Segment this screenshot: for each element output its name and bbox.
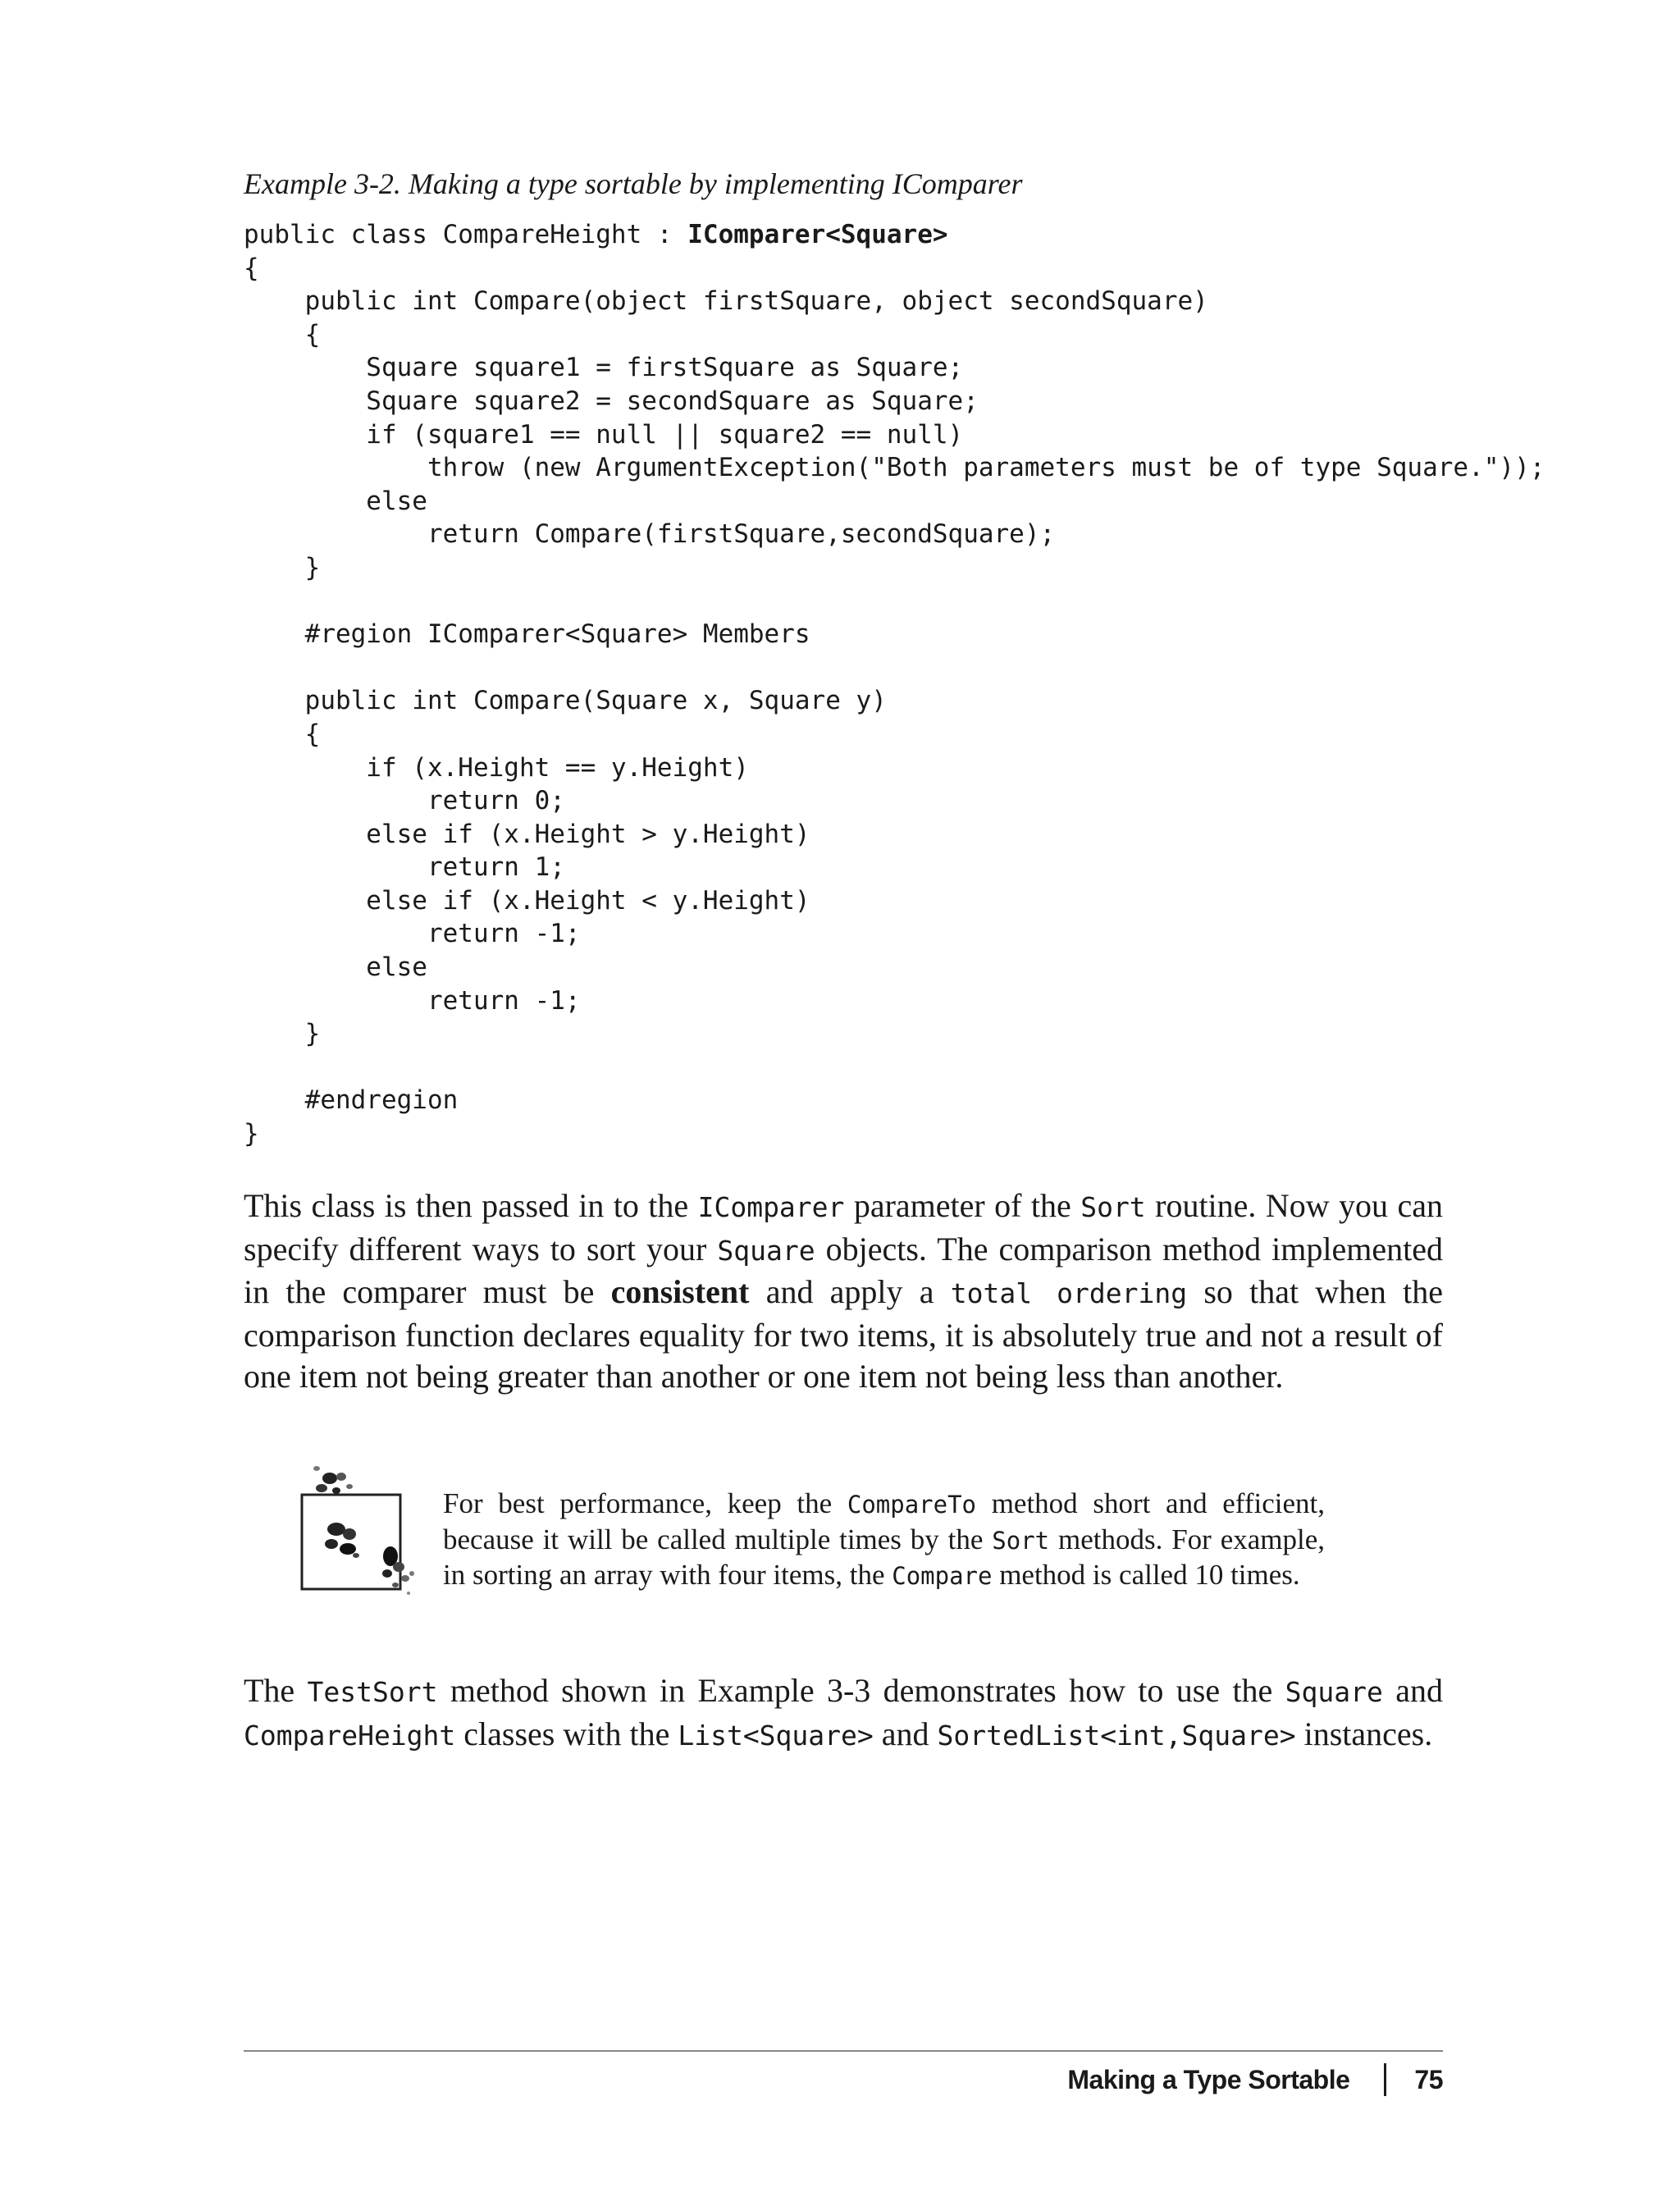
inline-code: Square <box>717 1234 815 1267</box>
code-line: } <box>244 1119 259 1149</box>
example-caption: Example 3-2. Making a type sortable by implementing IComparer <box>244 167 1023 200</box>
inline-code: IComparer <box>697 1191 845 1223</box>
code-line: { <box>244 253 259 283</box>
inline-code: CompareTo <box>847 1491 976 1519</box>
code-line: #region IComparer<Square> Members <box>244 619 810 650</box>
footer-section-title: Making a Type Sortable <box>1067 2064 1350 2094</box>
inline-code: CompareHeight <box>244 1719 456 1752</box>
inline-code: List<Square> <box>678 1719 874 1752</box>
code-line: else if (x.Height < y.Height) <box>244 885 810 916</box>
code-line <box>244 1051 1441 1085</box>
tip-note: For best performance, keep the CompareTo method short and efficient, because it will be called multiple times by the Sort methods. For example, in sorting an array with four items, the Compare method is called 10 times. <box>443 1487 1325 1592</box>
code-line: throw (new ArgumentException("Both parameters must be of type Square.")); <box>244 453 1545 483</box>
code-line: public int Compare(Square x, Square y) <box>244 686 887 716</box>
code-line: if (x.Height == y.Height) <box>244 752 749 783</box>
inline-code: total ordering <box>950 1277 1188 1310</box>
body-paragraph: The TestSort method shown in Example 3-3 demonstrates how to use the Square and CompareHeight classes with the List<Square> and SortedList<int,Square> instances. <box>244 1672 1443 1752</box>
inline-code: Square <box>1285 1676 1383 1708</box>
code-line: Square square1 = firstSquare as Square; <box>244 353 964 383</box>
code-line: return 1; <box>244 852 565 883</box>
code-line: if (square1 == null || square2 == null) <box>244 419 964 450</box>
code-line: #endregion <box>244 1085 459 1116</box>
code-line: } <box>244 1019 321 1049</box>
bold-term: consistent <box>610 1273 750 1311</box>
inline-code: SortedList<int,Square> <box>937 1719 1296 1752</box>
code-line: public class CompareHeight : IComparer<Square> <box>244 220 948 249</box>
inline-code: TestSort <box>307 1676 438 1708</box>
inline-code: Sort <box>1080 1191 1146 1223</box>
raccoon-tip-icon <box>299 1454 422 1601</box>
footer-separator <box>1384 2063 1386 2096</box>
code-line: } <box>244 552 321 582</box>
code-line: return -1; <box>244 919 581 949</box>
code-line: public int Compare(object firstSquare, object secondSquare) <box>244 286 1208 317</box>
code-line: return -1; <box>244 985 581 1016</box>
running-footer <box>1067 2059 1443 2100</box>
code-line <box>244 585 1441 619</box>
code-listing <box>244 218 1545 1151</box>
code-line: else <box>244 486 427 516</box>
inline-code: Compare <box>892 1562 993 1591</box>
page-number: 75 <box>1414 2064 1443 2094</box>
body-paragraph: This class is then passed in to the IComparer parameter of the Sort routine. Now you can specify different ways to sort your Square objects. The comparison method implemented in the comparer must be consistent and apply a total ordering so that when the comparison function declares equality for two items, it is absolutely true and not a result of one item not being greater than another or one item not being less than another. <box>244 1187 1444 1395</box>
code-line: else if (x.Height > y.Height) <box>244 819 810 849</box>
code-line <box>244 651 1441 685</box>
code-line: else <box>244 952 427 983</box>
code-line: Square square2 = secondSquare as Square; <box>244 386 979 416</box>
code-line: { <box>244 319 321 349</box>
code-line: return Compare(firstSquare,secondSquare); <box>244 519 1056 550</box>
footer-rule <box>244 2050 1443 2052</box>
code-line: return 0; <box>244 786 565 816</box>
code-line: { <box>244 719 321 749</box>
inline-code: Sort <box>992 1526 1050 1555</box>
